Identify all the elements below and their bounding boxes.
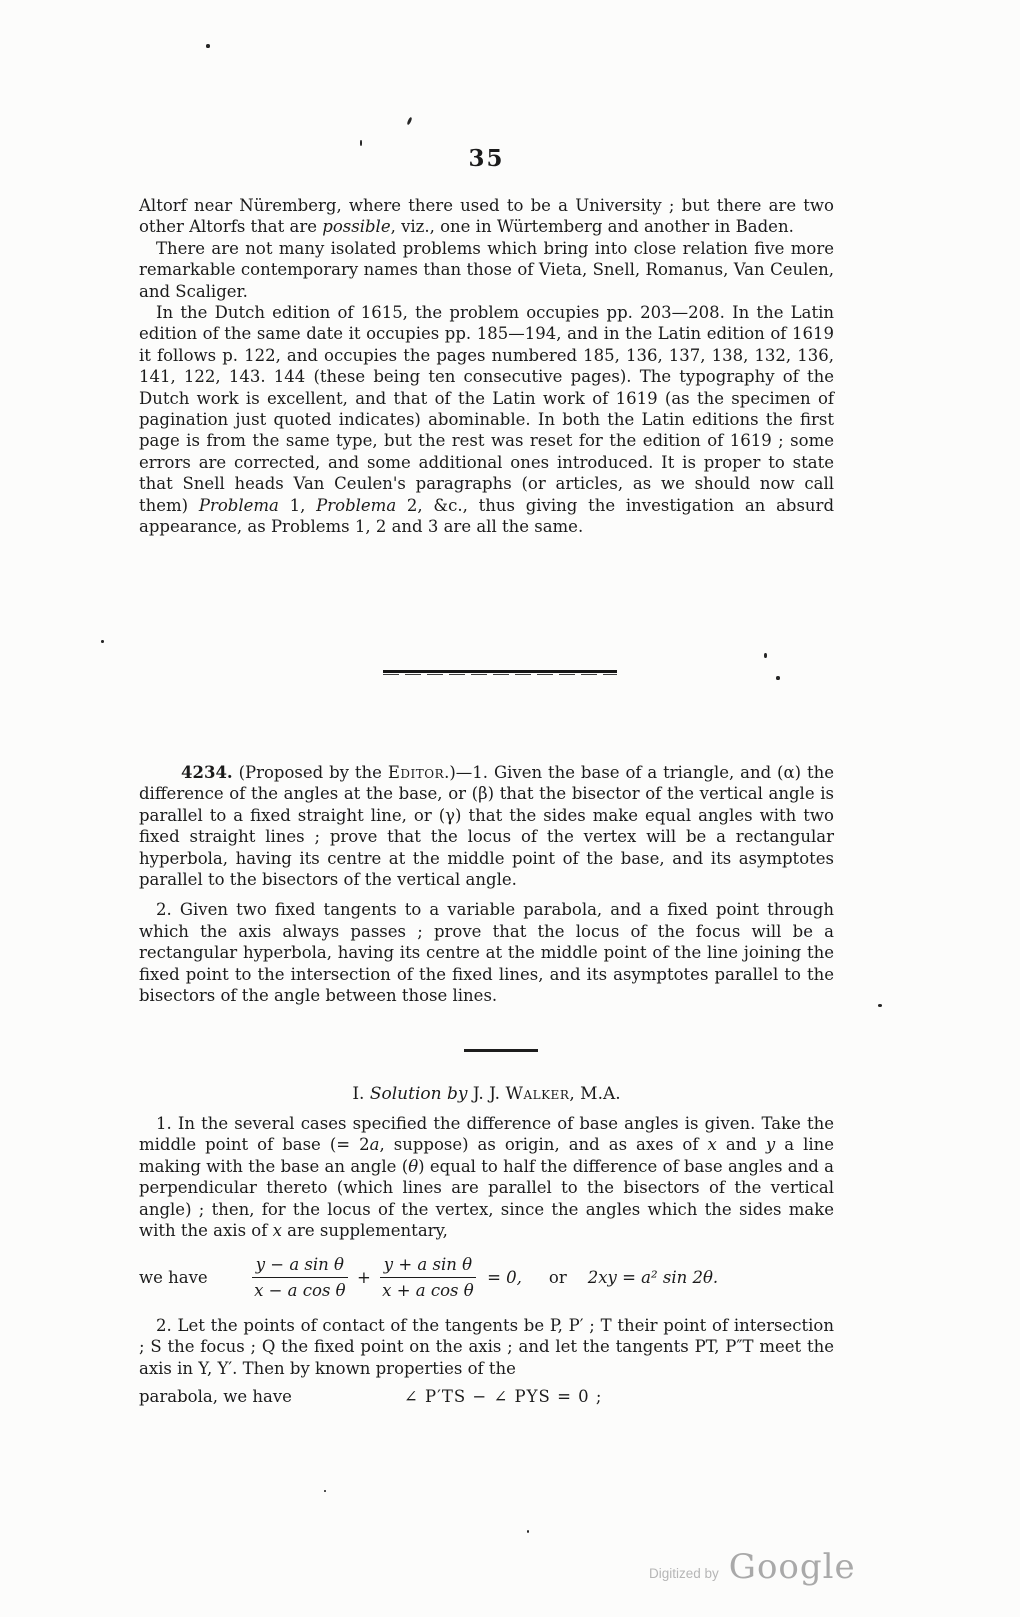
solution-paragraph-1: 1. In the several cases specified the difference of base angles is given. Take the middle point of base (= 2a, suppose) as origin, and as axes of x and y a line making with the base an angle (θ) equal to half the difference of base angles and a perpendicular thereto (which lines are parallel to the bisectors of the vertical angle) ; then, for the locus of the vertex, since the angles which the sides make with the axis of x are supplementary, <box>139 1114 835 1241</box>
front-matter-section <box>139 145 834 538</box>
fraction-2-numerator: y + a sin θ <box>380 1255 476 1278</box>
solution-heading: I. Solution by J. J. Walker, M.A. <box>352 1084 621 1104</box>
scan-speck <box>776 676 780 680</box>
problem-statement-part2: 2. Given two fixed tangents to a variable parabola, and a fixed point through which the axis always passes ; prove that the locus of the focus will be a rectangular hyperbola, having its centre at the middle point of the line joining the fixed point to the intersection of the fixed lines, and its asymptotes parallel to the bisectors of the angle between those lines. <box>139 900 834 1006</box>
problem-section <box>139 762 834 1006</box>
paragraph-editions: In the Dutch edition of 1615, the problem occupies pp. 203—208. In the Latin edition of the same date it occupies pp. 185—194, and in the Latin edition of 1619 it follows p. 122, and occupies the pages numbered 185, 136, 137, 138, 132, 136, 141, 122, 143. 144 (these being ten consecutive pages). The typography of the Dutch work is excellent, and that of the Latin work of 1619 (as the specimen of pagination just quoted indicates) abominable. In both the Latin editions the first page is from the same type, but the rest was reset for the edition of 1619 ; some errors are corrected, and some additional ones introduced. It is proper to state that Snell heads Van Ceulen's paragraphs (or articles, as we should now call them) Problema 1, Problema 2, &c., thus giving the investigation an absurd appearance, as Problems 1, 2 and 3 are all the same. <box>139 303 835 537</box>
fraction-1 <box>252 1255 348 1300</box>
problem-statement-part1: 4234. (Proposed by the Editor.)—1. Given the base of a triangle, and (α) the difference of the angles at the base, or (β) that the bisector of the vertical angle is parallel to a fixed straight line, or (γ) that the sides make equal angles with two fixed straight lines ; prove that the locus of the vertex will be a rectangular hyperbola, having its centre at the middle point of the base, and its asymptotes parallel to the bisectors of the vertical angle. <box>139 763 834 890</box>
fraction-1-denominator: x − a cos θ <box>254 1281 346 1301</box>
solution-paragraph-2: 2. Let the points of contact of the tangents be P, P′ ; T their point of intersection ; S the focus ; Q the fixed point on the axis ; and let the tangents PT, P″T meet the axis in Y, Y′. Then by known properties of the <box>139 1316 834 1378</box>
fraction-2-denominator: x + a cos θ <box>382 1281 474 1301</box>
equation-lead-text: we have <box>139 1268 208 1288</box>
paragraph-altorf: Altorf near Nüremberg, where there used to be a University ; but there are two other Altorfs that are possible, viz., one in Würtemberg and another in Baden. <box>139 196 834 237</box>
equation-2-lead-text: parabola, we have <box>139 1387 292 1407</box>
scan-speck <box>527 1530 529 1533</box>
or-connector: or <box>548 1268 567 1288</box>
fraction-2 <box>380 1255 476 1300</box>
scan-speck <box>101 640 104 643</box>
watermark <box>649 1547 856 1587</box>
page-number: 35 <box>468 145 505 172</box>
solution-divider-rule <box>464 1049 538 1052</box>
scan-speck <box>324 1490 326 1492</box>
scan-speck <box>764 653 767 658</box>
equals-zero: = 0, <box>487 1268 522 1288</box>
section-divider-rule <box>383 670 617 676</box>
equation-hyperbola <box>139 1255 834 1300</box>
scan-speck <box>406 117 412 126</box>
digitized-by-label: Digitized by <box>649 1566 719 1581</box>
equation-angles <box>139 1386 834 1407</box>
solution-section <box>139 1083 834 1300</box>
equation-2-body: ∠ P′TS − ∠ PYS = 0 ; <box>403 1387 603 1407</box>
google-logo: Google <box>728 1547 856 1587</box>
fraction-1-numerator: y − a sin θ <box>252 1255 348 1278</box>
equation-rhs: 2xy = a² sin 2θ. <box>587 1268 719 1288</box>
paragraph-contemporaries: There are not many isolated problems which bring into close relation five more remarkable contemporary names than those of Vieta, Snell, Romanus, Van Ceulen, and Scaliger. <box>139 238 834 301</box>
scan-speck <box>360 140 362 146</box>
solution-continued-section <box>139 1315 834 1408</box>
scan-speck <box>878 1004 882 1007</box>
plus-operator: + <box>356 1268 371 1288</box>
scan-speck <box>206 44 210 48</box>
